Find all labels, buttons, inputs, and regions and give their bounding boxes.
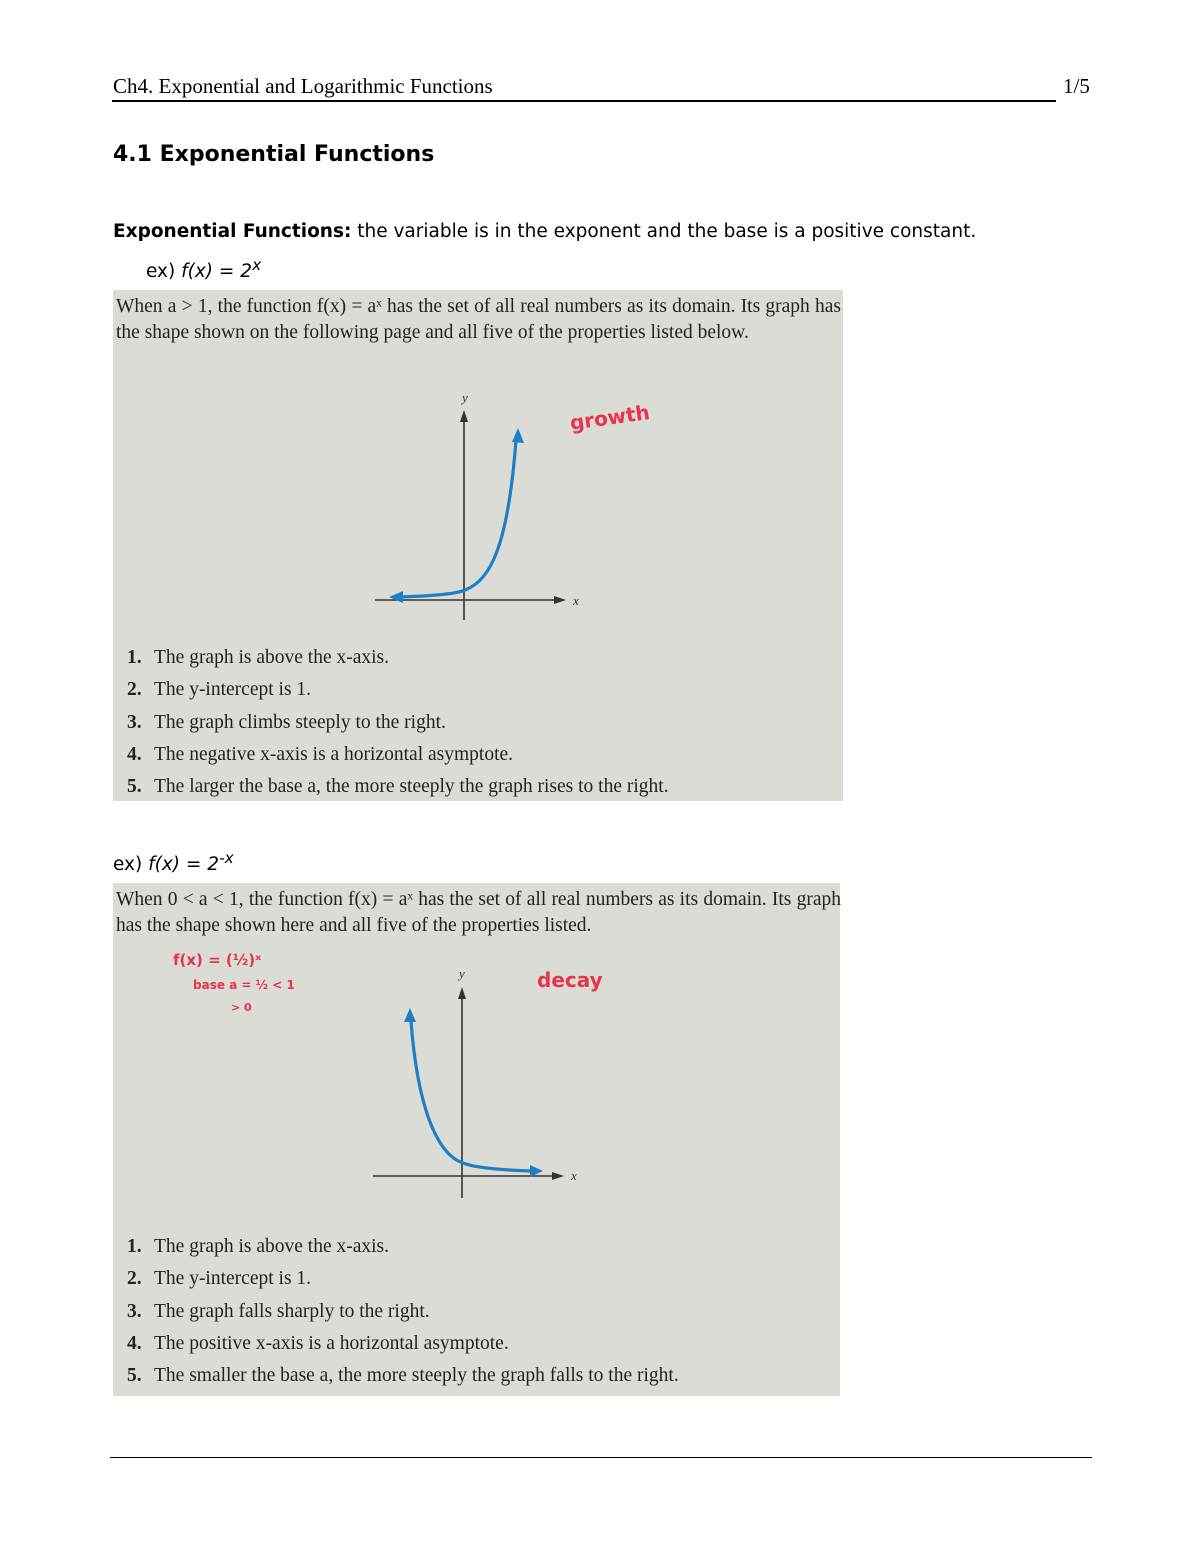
decay-curve-up-arrow bbox=[404, 1008, 416, 1022]
decay-graph bbox=[113, 883, 840, 1233]
panel-intro: When 0 < a < 1, the function f(x) = aˣ has the set of all real numbers as its domain. Its graph has the shape shown here and all five of the properties listed. bbox=[116, 889, 841, 936]
item-text: The graph falls sharply to the right. bbox=[154, 1300, 430, 1322]
y-axis-label: y bbox=[459, 966, 465, 981]
decay-curve bbox=[411, 1021, 531, 1171]
handwritten-positive-note: > 0 bbox=[231, 1001, 252, 1014]
y-axis bbox=[458, 987, 466, 1198]
handwritten-growth-note: growth bbox=[568, 400, 652, 435]
list-item bbox=[127, 742, 669, 774]
item-number: 5. bbox=[127, 1365, 142, 1387]
example-exponent: -x bbox=[219, 849, 234, 867]
item-text: The negative x-axis is a horizontal asymptote. bbox=[154, 743, 514, 765]
item-text: The y-intercept is 1. bbox=[154, 1268, 312, 1290]
decay-curve-right-arrow bbox=[530, 1165, 543, 1177]
decay-properties-list bbox=[127, 1234, 679, 1395]
definition bbox=[113, 221, 976, 242]
x-axis-label: x bbox=[573, 593, 579, 608]
example-function: f(x) bbox=[181, 261, 214, 283]
item-text: The smaller the base a, the more steeply the graph falls to the right. bbox=[154, 1365, 679, 1387]
example-equation: = 2 bbox=[213, 261, 253, 283]
example-prefix: ex) bbox=[113, 854, 149, 876]
example-decay bbox=[113, 849, 234, 875]
item-number: 5. bbox=[127, 776, 142, 798]
list-item bbox=[127, 774, 669, 806]
list-item bbox=[127, 710, 669, 742]
decay-properties-panel bbox=[113, 883, 840, 1396]
list-item bbox=[127, 645, 669, 677]
item-text: The larger the base a, the more steeply the graph rises to the right. bbox=[154, 776, 669, 798]
handwritten-function-note: f(x) = (½)ˣ bbox=[173, 951, 262, 969]
item-text: The y-intercept is 1. bbox=[154, 679, 312, 701]
item-number: 3. bbox=[127, 711, 142, 733]
item-number: 4. bbox=[127, 1332, 142, 1354]
header-title: Ch4. Exponential and Logarithmic Functions bbox=[113, 74, 493, 98]
page-number: 1/5 bbox=[1063, 74, 1090, 98]
example-equation: = 2 bbox=[180, 854, 220, 876]
item-number: 2. bbox=[127, 1268, 142, 1290]
example-growth bbox=[146, 256, 261, 282]
item-number: 1. bbox=[127, 1236, 142, 1257]
item-number: 1. bbox=[127, 647, 142, 668]
handwritten-decay-note: decay bbox=[537, 968, 603, 992]
x-axis-label: x bbox=[571, 1168, 577, 1183]
example-exponent: x bbox=[252, 256, 262, 274]
item-number: 2. bbox=[127, 679, 142, 701]
growth-graph bbox=[113, 290, 843, 640]
page-header bbox=[112, 72, 1056, 102]
growth-properties-panel bbox=[113, 290, 843, 801]
item-number: 3. bbox=[127, 1300, 142, 1322]
item-text: The graph is above the x-axis. bbox=[154, 1236, 390, 1257]
item-number: 4. bbox=[127, 743, 142, 765]
handwritten-base-note: base a = ½ < 1 bbox=[193, 978, 295, 992]
growth-curve-left-arrow bbox=[389, 591, 403, 603]
panel-intro: When a > 1, the function f(x) = aˣ has the set of all real numbers as its domain. Its graph has the shape shown on the following page and all five of the properties listed below. bbox=[116, 296, 841, 343]
list-item bbox=[127, 1234, 679, 1266]
growth-properties-list bbox=[127, 645, 669, 806]
list-item bbox=[127, 1363, 679, 1395]
definition-term: Exponential Functions: bbox=[113, 221, 352, 242]
example-prefix: ex) bbox=[146, 261, 182, 283]
list-item bbox=[127, 1299, 679, 1331]
growth-curve bbox=[399, 440, 516, 597]
growth-curve-up-arrow bbox=[512, 428, 524, 443]
example-function: f(x) bbox=[148, 854, 181, 876]
section-title: 4.1 Exponential Functions bbox=[113, 142, 435, 167]
item-text: The graph climbs steeply to the right. bbox=[154, 711, 446, 733]
list-item bbox=[127, 677, 669, 709]
list-item bbox=[127, 1331, 679, 1363]
footer-rule bbox=[110, 1457, 1092, 1458]
definition-text: the variable is in the exponent and the base is a positive constant. bbox=[351, 221, 977, 242]
item-text: The graph is above the x-axis. bbox=[154, 647, 390, 668]
item-text: The positive x-axis is a horizontal asymptote. bbox=[154, 1332, 509, 1354]
y-axis-label: y bbox=[462, 390, 468, 405]
list-item bbox=[127, 1266, 679, 1298]
